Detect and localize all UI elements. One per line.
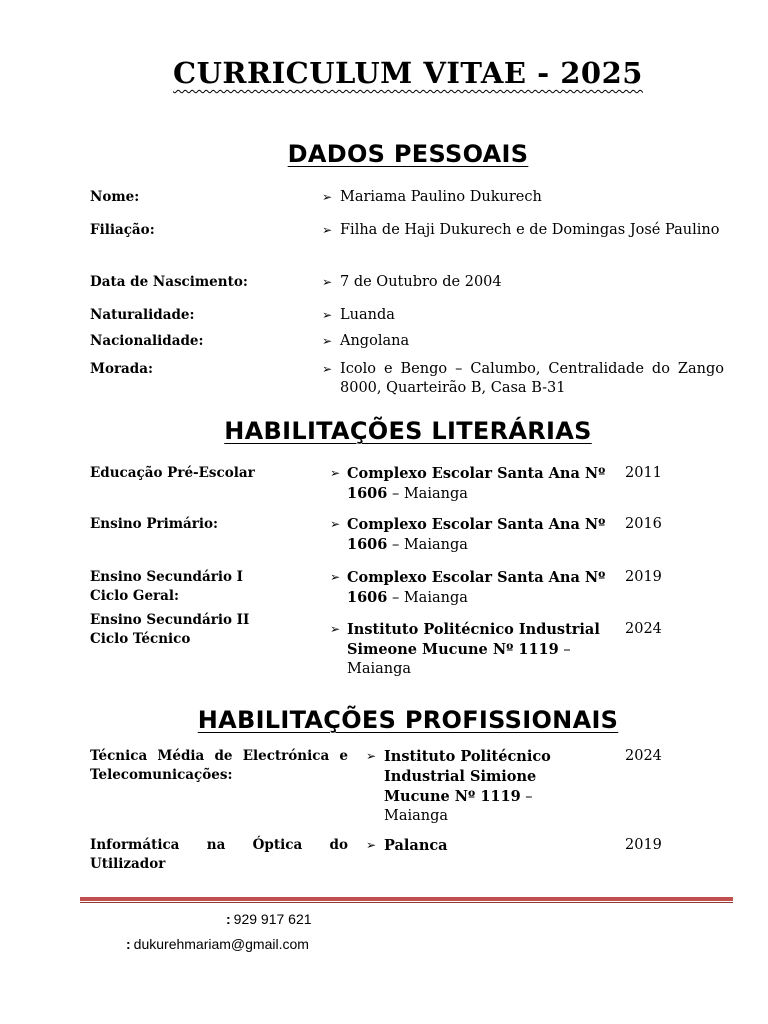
school-place: – Maianga (387, 486, 468, 502)
professional-year: 2024 (625, 748, 662, 764)
school-name: Complexo Escolar Santa Ana Nº 1606 (347, 465, 606, 502)
phone-separator: : (226, 911, 231, 927)
contact-email (126, 936, 309, 952)
contact-phone (226, 911, 312, 927)
section-title-personal-data: DADOS PESSOAIS (287, 140, 529, 168)
label-birthdate: Data de Nascimento: (90, 274, 248, 290)
email-address: dukurehmariam@gmail.com (133, 936, 309, 952)
academic-school (347, 568, 607, 608)
section-title-academic: HABILITAÇÕES LITERÁRIAS (224, 417, 592, 445)
arrow-bullet-icon: ➢ (322, 190, 333, 204)
arrow-bullet-icon: ➢ (330, 466, 341, 480)
school-place: – Maianga (387, 537, 468, 553)
academic-year: 2011 (625, 465, 662, 481)
academic-level: Ensino Secundário II Ciclo Técnico (90, 612, 250, 647)
arrow-bullet-icon: ➢ (322, 362, 333, 376)
arrow-bullet-icon: ➢ (322, 223, 333, 237)
school-name: Complexo Escolar Santa Ana Nº 1606 (347, 569, 606, 606)
arrow-bullet-icon: ➢ (322, 275, 333, 289)
arrow-bullet-icon: ➢ (366, 749, 377, 763)
academic-level: Ensino Secundário I Ciclo Geral: (90, 569, 243, 604)
academic-year: 2019 (625, 569, 662, 585)
value-address: Icolo e Bengo – Calumbo, Centralidade do Zango 8000, Quarteirão B, Casa B-31 (340, 361, 724, 396)
email-separator: : (126, 936, 131, 952)
value-birthdate: 7 de Outubro de 2004 (340, 274, 502, 290)
academic-school (347, 515, 607, 555)
document-title: CURRICULUM VITAE - 2025 (173, 56, 643, 90)
school-place: – Maianga (347, 642, 571, 677)
arrow-bullet-icon: ➢ (322, 308, 333, 322)
label-name: Nome: (90, 189, 140, 205)
academic-level: Ensino Primário: (90, 516, 219, 532)
arrow-bullet-icon: ➢ (322, 334, 333, 348)
label-parents: Filiação: (90, 222, 155, 238)
value-nationality: Angolana (340, 333, 410, 349)
phone-number: 929 917 621 (233, 911, 312, 927)
value-birthplace: Luanda (340, 307, 395, 323)
professional-course: Informática na Óptica do Utilizador (90, 837, 348, 872)
school-name: Instituto Politécnico Industrial Simione Mucune Nº 1119 (384, 748, 551, 805)
footer-divider-shadow (80, 902, 733, 903)
arrow-bullet-icon: ➢ (366, 838, 377, 852)
arrow-bullet-icon: ➢ (330, 570, 341, 584)
label-nationality: Nacionalidade: (90, 333, 204, 349)
school-name: Complexo Escolar Santa Ana Nº 1606 (347, 516, 606, 553)
academic-year: 2016 (625, 516, 662, 532)
label-address: Morada: (90, 361, 153, 377)
school-name: Palanca (384, 837, 448, 854)
professional-school (384, 836, 584, 856)
school-name: Instituto Politécnico Industrial Simeone Mucune Nº 1119 (347, 621, 600, 658)
academic-school (347, 620, 607, 679)
professional-school (384, 747, 584, 826)
school-place: – Maianga (384, 789, 533, 824)
value-parents: Filha de Haji Dukurech e de Domingas José Paulino (340, 222, 720, 238)
academic-school (347, 464, 607, 504)
professional-course: Técnica Média de Electrónica e Telecomunicações: (90, 748, 348, 783)
arrow-bullet-icon: ➢ (330, 517, 341, 531)
arrow-bullet-icon: ➢ (330, 622, 341, 636)
value-name: Mariama Paulino Dukurech (340, 189, 542, 205)
section-title-professional: HABILITAÇÕES PROFISSIONAIS (197, 706, 619, 734)
professional-year: 2019 (625, 837, 662, 853)
academic-year: 2024 (625, 621, 662, 637)
school-place: – Maianga (387, 590, 468, 606)
footer-divider (80, 897, 733, 901)
label-birthplace: Naturalidade: (90, 307, 195, 323)
academic-level: Educação Pré-Escolar (90, 465, 255, 481)
